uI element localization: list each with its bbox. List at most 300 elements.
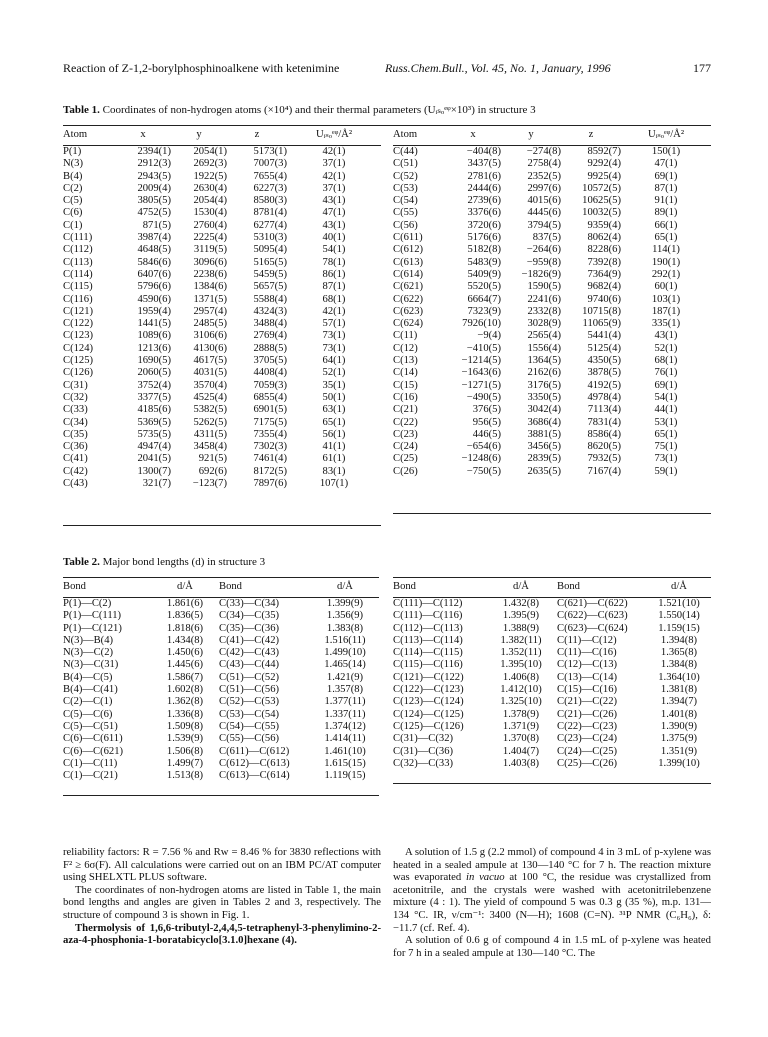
table-cell: 3119(5)	[193, 244, 227, 256]
table-cell: 56(1)	[322, 428, 346, 440]
table-cell: 1590(5)	[527, 281, 561, 293]
table-cell: −410(5)	[466, 342, 501, 354]
table-cell: C(36)	[63, 441, 88, 453]
table-cell: C(16)	[393, 391, 418, 403]
table2-top-rule-right	[393, 577, 711, 578]
table-cell: 75(1)	[654, 441, 678, 453]
table-cell: 1.351(9)	[660, 745, 698, 757]
table-cell: 2060(5)	[137, 367, 171, 379]
table-cell: C(116)	[63, 293, 93, 305]
table1-bottom-rule-left	[63, 525, 381, 526]
table-cell: 1.394(8)	[660, 634, 698, 646]
table-cell: B(4)	[63, 170, 83, 182]
table-cell: 1371(5)	[193, 293, 227, 305]
col-header: z	[588, 128, 594, 140]
table-cell: 3752(4)	[137, 379, 171, 391]
table-cell: 8781(4)	[253, 207, 287, 219]
table-cell: 190(1)	[651, 256, 681, 268]
table-cell: N(3)—B(4)	[63, 634, 114, 646]
table-cell: 7461(4)	[253, 453, 287, 465]
table-cell: C(11)	[393, 330, 418, 342]
table-cell: 1.406(8)	[502, 671, 540, 683]
col-header: d/Å	[177, 580, 193, 592]
table-cell: 73(1)	[322, 342, 346, 354]
table-cell: 2888(5)	[253, 342, 287, 354]
table1-caption	[63, 103, 536, 116]
table-cell: 3437(5)	[467, 158, 501, 170]
table-row	[63, 746, 379, 758]
table-cell: 53(1)	[654, 416, 678, 428]
table-cell: 52(1)	[322, 367, 346, 379]
table-cell: N(3)—C(31)	[63, 659, 119, 671]
table-cell: 3106(6)	[193, 330, 227, 342]
table-cell: 871(5)	[142, 219, 171, 231]
table-cell: 50(1)	[322, 391, 346, 403]
table-cell: 5165(5)	[253, 256, 287, 268]
body-right-column	[393, 846, 711, 959]
table-row	[63, 207, 381, 219]
table-cell: 2781(6)	[467, 170, 501, 182]
table-cell: 1530(4)	[193, 207, 227, 219]
table-cell: C(31)	[63, 379, 88, 391]
table-cell: 1959(4)	[137, 305, 171, 317]
table-cell: 1.394(7)	[660, 696, 698, 708]
table-cell: 1.861(6)	[166, 598, 204, 609]
col-header: Uᵢₛₒᵉᵠ/Å²	[315, 128, 353, 140]
table-cell: −1271(5)	[461, 379, 501, 391]
table-cell: C(51)—C(52)	[219, 671, 280, 683]
table-cell: 1.362(8)	[166, 696, 204, 708]
table-cell: C(43)	[63, 478, 88, 490]
table-cell: 1556(4)	[527, 342, 561, 354]
table-cell: 5459(5)	[253, 268, 287, 280]
table-cell: 1.384(8)	[660, 659, 698, 671]
table2-top-rule-left	[63, 577, 379, 578]
table-cell: 7059(3)	[253, 379, 287, 391]
table-cell: C(113)—C(114)	[393, 634, 463, 646]
table-cell: C(112)—C(113)	[393, 622, 463, 634]
table-cell: −123(7)	[192, 478, 227, 490]
table-row	[393, 635, 711, 647]
table-row	[63, 306, 381, 318]
table-cell: 5176(6)	[467, 232, 501, 244]
table-cell: 2912(3)	[137, 158, 171, 170]
table-cell: 2758(4)	[527, 158, 561, 170]
table-cell: 57(1)	[322, 318, 346, 330]
table-cell: 6901(5)	[253, 404, 287, 416]
table-cell: C(33)	[63, 404, 88, 416]
table-row	[63, 330, 381, 342]
table-cell: 8062(4)	[587, 232, 621, 244]
table-cell: 1.550(14)	[658, 610, 700, 622]
table-cell: C(2)	[63, 182, 83, 194]
table-cell: 5310(3)	[253, 232, 287, 244]
table-cell: 692(6)	[198, 465, 227, 477]
table-row	[393, 659, 711, 671]
table-cell: 2997(6)	[527, 182, 561, 194]
table-cell: 5125(4)	[587, 342, 621, 354]
table-cell: C(31)—C(36)	[393, 745, 454, 757]
table-row	[393, 623, 711, 635]
table-row	[393, 598, 711, 610]
table-cell: C(5)—C(6)	[63, 708, 113, 720]
table-cell: C(622)	[393, 293, 424, 305]
table-cell: 4031(5)	[193, 367, 227, 379]
table-cell: 4617(5)	[193, 355, 227, 367]
table-cell: 1.836(5)	[166, 610, 204, 622]
table-cell: C(6)	[63, 207, 83, 219]
table-cell: C(54)	[393, 195, 418, 207]
table-cell: P(1)	[63, 146, 82, 157]
table-cell: 2769(4)	[253, 330, 287, 342]
table-cell: 10625(5)	[582, 195, 621, 207]
table-cell: 5588(4)	[253, 293, 287, 305]
table-cell: 1.461(10)	[324, 745, 366, 757]
table-cell: C(53)	[393, 182, 418, 194]
table-cell: 9740(6)	[587, 293, 621, 305]
table-cell: 59(1)	[654, 465, 678, 477]
table-cell: 1.412(10)	[500, 684, 542, 696]
table-cell: C(25)—C(26)	[557, 757, 618, 769]
table-cell: C(123)	[63, 330, 94, 342]
col-header: Bond	[63, 580, 86, 592]
table-cell: 3488(4)	[253, 318, 287, 330]
table-cell: 73(1)	[322, 330, 346, 342]
table-cell: 6407(6)	[137, 268, 171, 280]
table-cell: 7926(10)	[462, 318, 501, 330]
table-cell: 1.325(10)	[500, 696, 542, 708]
paragraph: A solution of 0.6 g of compound 4 in 1.5 mL of p-xylene was heated for 7 h in a sealed ampule at 130—140 °C. The	[393, 934, 711, 959]
table-cell: 7897(6)	[253, 478, 287, 490]
table-cell: C(114)—C(115)	[393, 647, 463, 659]
table-cell: C(51)—C(56)	[219, 684, 280, 696]
paragraph	[63, 922, 381, 947]
table-cell: C(56)	[393, 219, 418, 231]
table-cell: 3705(5)	[253, 355, 287, 367]
col-header: y	[196, 128, 202, 140]
table-cell: 86(1)	[322, 268, 346, 280]
table1-bottom-rule-right	[393, 513, 711, 514]
table-cell: C(111)—C(116)	[393, 610, 463, 622]
table-cell: P(1)—C(121)	[63, 622, 122, 634]
table-cell: C(52)	[393, 170, 418, 182]
table2-caption-text: Major bond lengths (d) in structure 3	[102, 556, 266, 568]
col-header: Bond	[393, 580, 416, 592]
table-cell: 1.119(15)	[324, 770, 366, 782]
table-cell: B(4)—C(5)	[63, 671, 113, 683]
table-row	[63, 478, 381, 490]
col-header: Bond	[219, 580, 242, 592]
table-row	[63, 684, 379, 696]
table-row	[63, 623, 379, 635]
table-cell: C(14)	[393, 367, 418, 379]
table-cell: 8228(6)	[587, 244, 621, 256]
table-cell: 87(1)	[322, 281, 346, 293]
table-cell: 4408(4)	[253, 367, 287, 379]
paragraph: reliability factors: R = 7.56 % and Rw = 8.46 % for 3830 reflections with F² ≥ 6σ(F). All calculations were carried out on an IBM PC/AT computer using SHELXTL PLUS software.	[63, 846, 381, 884]
col-header: Atom	[63, 128, 88, 140]
col-header: x	[140, 128, 146, 140]
table-cell: 4947(4)	[137, 441, 171, 453]
table-cell: 3881(5)	[527, 428, 561, 440]
table-cell: 43(1)	[322, 195, 346, 207]
col-header: Bond	[557, 580, 580, 592]
table-cell: 3794(5)	[527, 219, 561, 231]
table-cell: 1.357(8)	[326, 684, 364, 696]
table-cell: −274(8)	[526, 146, 561, 157]
table-cell: 335(1)	[651, 318, 681, 330]
table-cell: 7831(4)	[587, 416, 621, 428]
table-cell: 1.159(15)	[658, 622, 700, 634]
table-cell: 10032(5)	[582, 207, 621, 219]
table2-label: Table 2.	[63, 556, 100, 568]
table-cell: −1248(6)	[461, 453, 501, 465]
table-row	[393, 330, 711, 342]
table-row	[63, 355, 381, 367]
table-row	[63, 598, 379, 610]
table-row	[63, 232, 381, 244]
table-row	[63, 257, 381, 269]
table-cell: 1.421(9)	[326, 671, 364, 683]
table-cell: 1.818(6)	[166, 622, 204, 634]
table-row	[63, 770, 379, 782]
table-cell: 7323(9)	[467, 305, 501, 317]
table-cell: 42(1)	[322, 170, 346, 182]
table-cell: 52(1)	[654, 342, 678, 354]
table2-bottom-rule-right	[393, 783, 711, 784]
table-cell: 1.381(8)	[660, 684, 698, 696]
table-row	[63, 429, 381, 441]
table-cell: 65(1)	[654, 428, 678, 440]
table-row	[393, 207, 711, 219]
table-row	[393, 709, 711, 721]
table-cell: 5173(1)	[253, 146, 287, 157]
table-row	[63, 404, 381, 416]
table-cell: 1.383(8)	[326, 622, 364, 634]
table-cell: C(126)	[63, 367, 94, 379]
table-cell: 2444(6)	[467, 182, 501, 194]
table-cell: C(111)	[63, 232, 93, 244]
table-row	[393, 672, 711, 684]
table-cell: −959(8)	[526, 256, 561, 268]
table-cell: 1.404(7)	[502, 745, 540, 757]
table-row	[63, 696, 379, 708]
table-cell: C(623)—C(624)	[557, 622, 628, 634]
table-cell: 5657(5)	[253, 281, 287, 293]
table-cell: C(42)	[63, 465, 88, 477]
table-cell: 4752(5)	[137, 207, 171, 219]
table-cell: 921(5)	[198, 453, 227, 465]
table-cell: C(33)—C(34)	[219, 598, 280, 609]
table-cell: C(614)	[393, 268, 424, 280]
table-cell: 7302(3)	[253, 441, 287, 453]
col-header: d/Å	[671, 580, 687, 592]
journal-citation: Russ.Chem.Bull., Vol. 45, No. 1, January, 1996	[385, 61, 611, 75]
table-cell: 10572(5)	[582, 182, 621, 194]
table-cell: C(53)—C(54)	[219, 708, 280, 720]
table-cell: C(13)—C(14)	[557, 671, 618, 683]
table-cell: C(624)	[393, 318, 424, 330]
table-cell: 3376(6)	[467, 207, 501, 219]
table-cell: C(15)—C(16)	[557, 684, 618, 696]
table-cell: C(32)	[63, 391, 88, 403]
table-row	[63, 367, 381, 379]
table-cell: 37(1)	[322, 158, 346, 170]
table-cell: C(1)—C(21)	[63, 770, 118, 782]
table-cell: C(113)	[63, 256, 93, 268]
table-cell: 1.365(8)	[660, 647, 698, 659]
table-cell: 7355(4)	[253, 428, 287, 440]
table-cell: 54(1)	[322, 244, 346, 256]
table-cell: 1.403(8)	[502, 757, 540, 769]
table-row	[63, 244, 381, 256]
table-cell: C(1)	[63, 219, 83, 231]
table-cell: 5095(4)	[253, 244, 287, 256]
table-cell: 9292(4)	[587, 158, 621, 170]
table-cell: C(12)	[393, 342, 418, 354]
table-row	[63, 146, 381, 158]
table-cell: C(35)	[63, 428, 88, 440]
table-cell: C(55)—C(56)	[219, 733, 280, 745]
table-cell: −1214(5)	[461, 355, 501, 367]
table-cell: 7175(5)	[253, 416, 287, 428]
table-cell: C(12)—C(13)	[557, 659, 618, 671]
table-cell: 1384(6)	[193, 281, 227, 293]
table-cell: 2009(4)	[137, 182, 171, 194]
table-cell: C(51)	[393, 158, 418, 170]
table-row	[63, 343, 381, 355]
table-row	[393, 232, 711, 244]
table-cell: 1.521(10)	[658, 598, 700, 609]
table-cell: −9(4)	[477, 330, 501, 342]
table-cell: C(621)	[393, 281, 424, 293]
table-cell: 4525(4)	[193, 391, 227, 403]
table-cell: P(1)—C(2)	[63, 598, 112, 609]
table-cell: 956(5)	[472, 416, 501, 428]
table-cell: 66(1)	[654, 219, 678, 231]
table-cell: C(612)—C(613)	[219, 757, 290, 769]
table-row	[63, 610, 379, 622]
table2-right	[393, 580, 711, 770]
table-row	[63, 269, 381, 281]
table-cell: 4350(5)	[587, 355, 621, 367]
table1-left	[63, 128, 381, 490]
table-cell: C(121)—C(122)	[393, 671, 464, 683]
table1-right	[393, 128, 711, 478]
table-row	[393, 392, 711, 404]
table-cell: 3805(5)	[137, 195, 171, 207]
table-cell: 1.390(9)	[660, 720, 698, 732]
table-cell: 114(1)	[652, 244, 680, 256]
table2-left	[63, 580, 379, 782]
table-cell: 3987(4)	[137, 232, 171, 244]
table-row	[393, 733, 711, 745]
table-cell: 5735(5)	[137, 428, 171, 440]
col-header: Atom	[393, 128, 418, 140]
table-cell: C(121)	[63, 305, 94, 317]
table-row	[63, 758, 379, 770]
col-header: Uᵢₛₒᵉᵠ/Å²	[647, 128, 685, 140]
table-cell: C(35)—C(36)	[219, 622, 280, 634]
table-cell: 6664(7)	[467, 293, 501, 305]
table-row	[63, 195, 381, 207]
table-cell: 11065(9)	[582, 318, 621, 330]
table-cell: 1.539(9)	[166, 733, 204, 745]
table-cell: 89(1)	[654, 207, 678, 219]
table-row	[63, 721, 379, 733]
table-cell: 1441(5)	[137, 318, 171, 330]
table-cell: 9925(4)	[587, 170, 621, 182]
table-cell: C(5)	[63, 195, 83, 207]
table-cell: 1922(5)	[193, 170, 227, 182]
table-cell: 7932(5)	[587, 453, 621, 465]
table-cell: −404(8)	[466, 146, 501, 157]
col-header: d/Å	[337, 580, 353, 592]
table-cell: 5382(5)	[193, 404, 227, 416]
table-row	[393, 343, 711, 355]
table-row	[393, 257, 711, 269]
table-cell: 6855(4)	[253, 391, 287, 403]
table-cell: 292(1)	[651, 268, 681, 280]
table-cell: −490(5)	[466, 391, 501, 403]
table-cell: 3458(4)	[193, 441, 227, 453]
table-cell: C(21)—C(26)	[557, 708, 618, 720]
col-header: x	[470, 128, 476, 140]
table1-label: Table 1.	[63, 104, 100, 116]
table-cell: 2839(5)	[527, 453, 561, 465]
table-cell: 3176(5)	[527, 379, 561, 391]
table-row	[63, 659, 379, 671]
table-cell: 1.399(9)	[326, 598, 364, 609]
table-cell: 1.399(10)	[658, 757, 700, 769]
table-cell: 4648(5)	[137, 244, 171, 256]
table-row	[63, 466, 381, 478]
table-cell: C(31)—C(32)	[393, 733, 454, 745]
paragraph	[393, 846, 711, 934]
table-cell: C(52)—C(53)	[219, 696, 280, 708]
table-row	[63, 453, 381, 465]
table-cell: C(124)	[63, 342, 94, 354]
table-cell: 2332(8)	[527, 305, 561, 317]
table-row	[393, 721, 711, 733]
table-cell: 2225(4)	[193, 232, 227, 244]
table-cell: P(1)—C(111)	[63, 610, 122, 622]
table-cell: 2565(4)	[527, 330, 561, 342]
table-cell: 8580(3)	[253, 195, 287, 207]
table-cell: 1.370(8)	[502, 733, 540, 745]
table-cell: 47(1)	[322, 207, 346, 219]
table-cell: 5846(6)	[137, 256, 171, 268]
table-cell: 65(1)	[654, 232, 678, 244]
table-cell: C(24)	[393, 441, 418, 453]
table-cell: 10715(8)	[582, 305, 621, 317]
table-cell: 103(1)	[651, 293, 681, 305]
table-row	[393, 367, 711, 379]
table-cell: 4445(6)	[527, 207, 561, 219]
table-cell: 1364(5)	[527, 355, 561, 367]
table-cell: 446(5)	[472, 428, 501, 440]
table-cell: 1.465(14)	[324, 659, 366, 671]
table-row	[393, 746, 711, 758]
table-cell: 3570(4)	[193, 379, 227, 391]
table-row	[393, 696, 711, 708]
table-cell: C(26)	[393, 465, 418, 477]
table-cell: 1.336(8)	[166, 708, 204, 720]
table-cell: C(41)	[63, 453, 88, 465]
table-cell: 35(1)	[322, 379, 346, 391]
table-row	[63, 635, 379, 647]
table-cell: C(55)	[393, 207, 418, 219]
